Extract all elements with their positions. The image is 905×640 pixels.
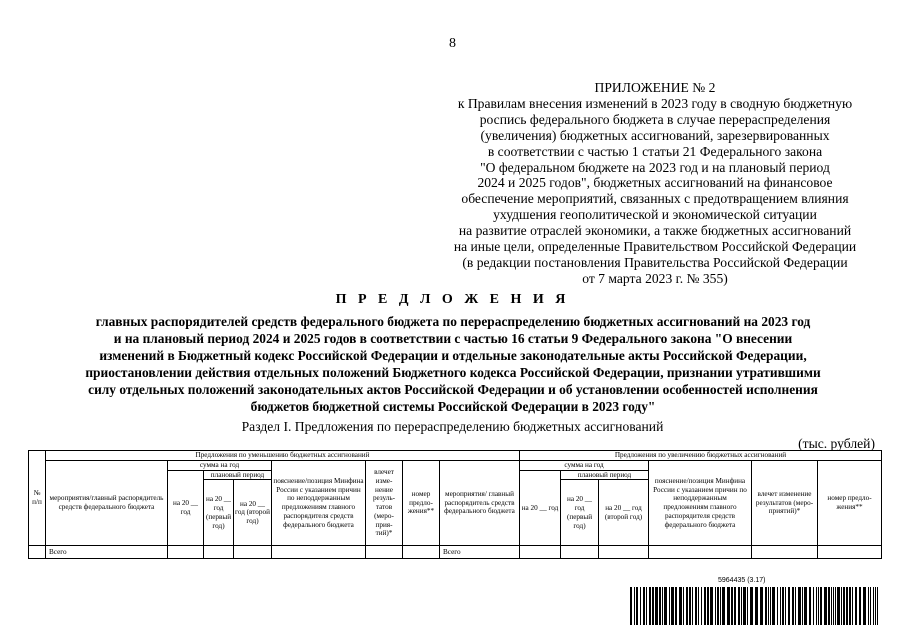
proposal-number-header: номер предло- жения** (403, 460, 440, 546)
table-cell (649, 546, 752, 559)
description-line: и на плановый период 2024 и 2025 годов в соответствии с частью 16 статьи 9 Федерального закона "О внесении (113, 331, 793, 346)
first-year-header: на 20 __ год (первый год) (561, 480, 599, 546)
appendix-line: в соответствии с частью 1 статьи 21 Федерального закона (487, 143, 823, 159)
description-line: бюджетов бюджетной системы Российской Федерации в 2023 году" (250, 399, 656, 414)
explanation-header: пояснение/позиция Минфина России с указанием причин по неподдержанным предложениям главного распорядителя средств федерального бюджета (272, 460, 366, 546)
appendix-line: роспись федерального бюджета в случае перераспределения (479, 111, 831, 127)
table-cell (561, 546, 599, 559)
appendix-block (420, 80, 890, 287)
decrease-header: Предложения по уменьшению бюджетных ассигнований (46, 451, 520, 461)
description-line: главных распорядителей средств федерального бюджета по перераспределению бюджетных ассигнований на 2023 год (95, 314, 811, 329)
total-label: Всего (46, 546, 168, 559)
description-line: приостановлении действия отдельных положений Бюджетного кодекса Российской Федерации, признании утратившими (85, 365, 821, 380)
appendix-line: от 7 марта 2023 г. № 355) (582, 270, 728, 286)
section-title: Раздел I. Предложения по перераспределению бюджетных ассигнований (241, 419, 664, 434)
table-cell (366, 546, 403, 559)
measures-header: мероприятия/ главный распорядитель средств федерального бюджета (440, 460, 520, 546)
total-label: Всего (440, 546, 520, 559)
table-cell (752, 546, 818, 559)
col-number-header: № п/п (29, 451, 46, 546)
proposals-table (28, 450, 882, 559)
second-year-header: на 20 __ год (второй год) (234, 480, 272, 546)
appendix-line: (увеличения) бюджетных ассигнований, зарезервированных (480, 127, 830, 143)
barcode-icon (630, 587, 880, 625)
year-header: на 20 __ год (520, 470, 561, 546)
table-row (29, 546, 882, 559)
appendix-line: ПРИЛОЖЕНИЕ № 2 (594, 80, 716, 95)
appendix-line: на иные цели, определенные Правительством Российской Федерации (453, 239, 857, 255)
proposal-number-header: номер предло- жения** (818, 460, 882, 546)
appendix-line: на развитие отраслей экономики, а также бюджетных ассигнований (458, 223, 852, 239)
explanation-header: пояснение/позиция Минфина России с указанием причин по неподдержанным предложениям главного распорядителя средств федерального бюджета (649, 460, 752, 546)
sum-for-year-header: сумма на год (168, 460, 272, 470)
increase-header: Предложения по увеличению бюджетных ассигнований (520, 451, 882, 461)
units-label: (тыс. рублей) (798, 436, 875, 451)
appendix-line: к Правилам внесения изменений в 2023 году в сводную бюджетную (457, 95, 853, 111)
table-cell (818, 546, 882, 559)
table-cell (520, 546, 561, 559)
measures-header: мероприятия/главный распорядитель средств федерального бюджета (46, 460, 168, 546)
effect-header: влечет изменение результатов (меро- приятий)* (752, 460, 818, 546)
first-year-header: на 20 __ год (первый год) (204, 480, 234, 546)
table-cell (204, 546, 234, 559)
appendix-line: 2024 и 2025 годов", бюджетных ассигнований на финансовое (477, 175, 833, 191)
planned-period-header: плановый период (561, 470, 649, 480)
appendix-line: ухудшения геополитической и экономической ситуации (493, 207, 817, 223)
description-line: силу отдельных положений законодательных актов Российской Федерации и об установлении особенностей исполнения (88, 382, 818, 397)
document-description (38, 313, 868, 415)
second-year-header: на 20 __ год (второй год) (599, 480, 649, 546)
appendix-line: (в редакции постановления Правительства Российской Федерации (462, 254, 848, 270)
table-cell (168, 546, 204, 559)
sum-for-year-header: сумма на год (520, 460, 649, 470)
table-cell (234, 546, 272, 559)
barcode-number: 5964435 (3.17) (718, 577, 766, 584)
year-header: на 20 __ год (168, 470, 204, 546)
planned-period-header: плановый период (204, 470, 272, 480)
effect-header: влечет изме- нение резуль- татов (меро- прия- тий)* (366, 460, 403, 546)
document-heading: П Р Е Д Л О Ж Е Н И Я (335, 292, 570, 307)
description-line: изменений в Бюджетный кодекс Российской Федерации и отдельные законодательные акты Российской Федерации, (99, 348, 807, 363)
appendix-line: обеспечение мероприятий, связанных с предотвращением влияния (461, 191, 849, 207)
table-cell (272, 546, 366, 559)
table-cell (29, 546, 46, 559)
table-cell (599, 546, 649, 559)
table-cell (403, 546, 440, 559)
appendix-line: "О федеральном бюджете на 2023 год и на плановый период (480, 159, 830, 175)
page-number: 8 (449, 36, 456, 51)
